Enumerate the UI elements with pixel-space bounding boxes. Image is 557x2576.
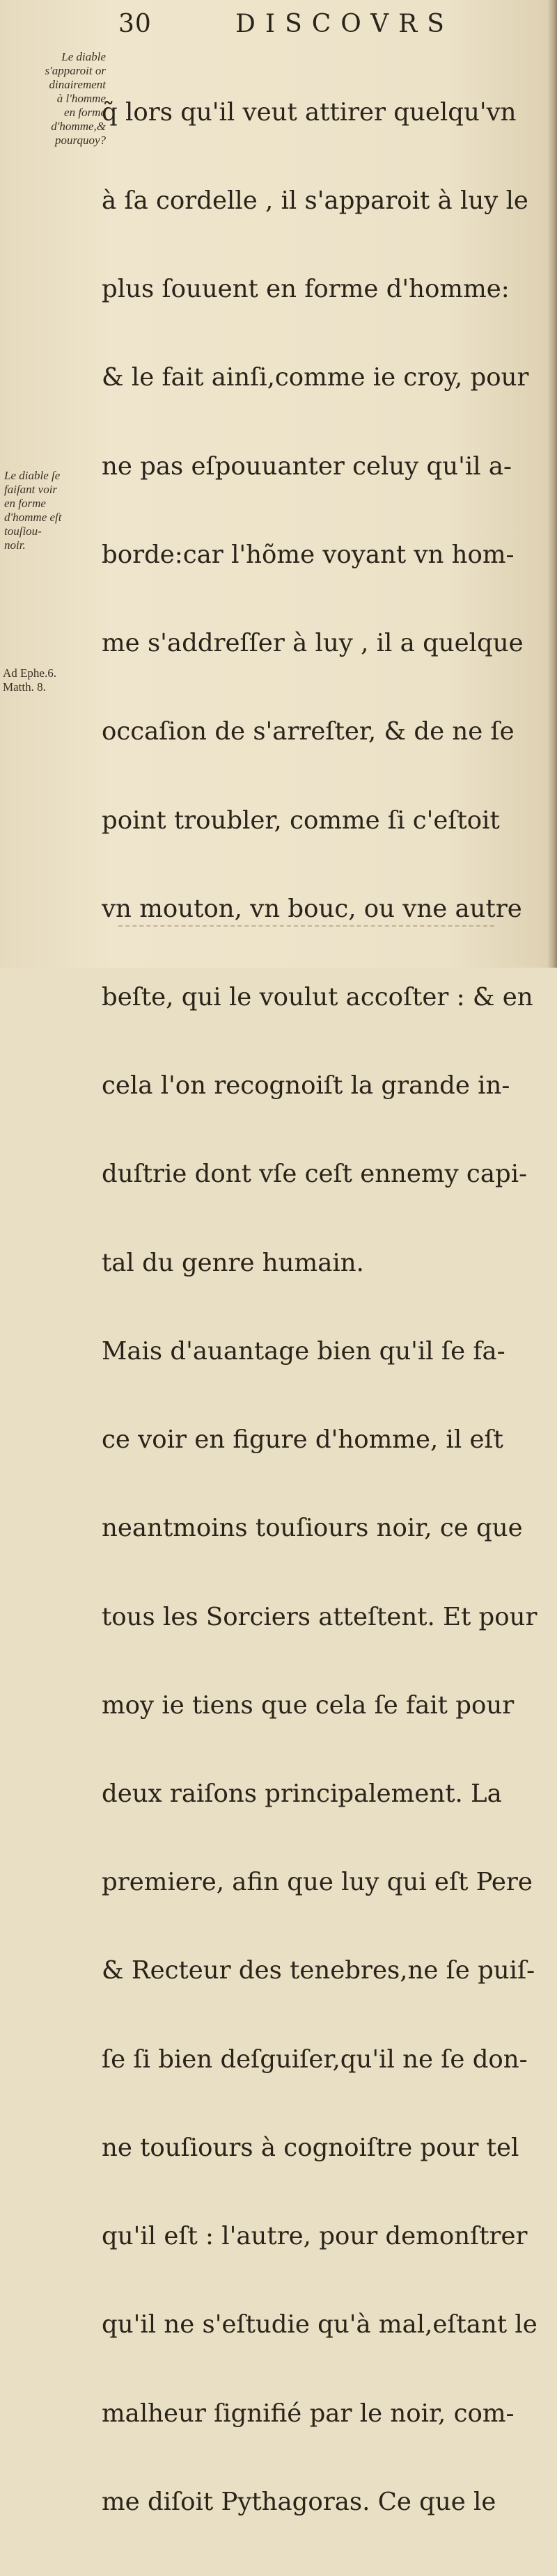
text-line: q̃ lors qu'il veut attirer quelqu'vn <box>102 97 517 127</box>
margin-note-citation: Ad Ephe.6. Matth. 8. <box>3 666 56 694</box>
margin-note-devil-appears: Le diable s'apparoit or dinairement à l'homme en forme d'homme,& pourquoy? <box>45 50 106 147</box>
text-line: me s'addreſſer à luy , il a quelque <box>102 629 524 658</box>
text-line: duſtrie dont vſe ceſt ennemy capi- <box>102 1160 528 1189</box>
text-line: borde:car l'hõme voyant vn hom- <box>102 540 515 569</box>
text-line: malheur ſignifié par le noir, com- <box>102 2399 515 2428</box>
main-text-block <box>102 39 538 2576</box>
text-line: cela l'on recognoiſt la grande in- <box>102 1071 510 1101</box>
text-line: point troubler, comme ſi c'eſtoit <box>102 806 500 835</box>
text-line: moy ie tiens que cela ſe fait pour <box>102 1690 515 1720</box>
text-line: & le fait ainſi,comme ie croy, pour <box>102 363 529 392</box>
text-line: occaſion de s'arreſter, & de ne ſe <box>102 717 515 746</box>
text-line: qu'il ne s'eſtudie qu'à mal,eſtant le <box>102 2310 538 2339</box>
page-number: 30 <box>118 10 152 38</box>
text-line: ne pas eſpouuanter celuy qu'il a- <box>102 451 512 481</box>
page-header <box>118 10 454 40</box>
text-line: beſte, qui le voulut accoſter : & en <box>102 983 533 1011</box>
text-line: tous les Sorciers atteſtent. Et pour <box>102 1602 538 1631</box>
page-edge-shadow <box>547 0 557 968</box>
text-line: ne touſiours à cognoiſtre pour tel <box>102 2133 519 2162</box>
text-line: premiere, afin que luy qui eſt Pere <box>102 1868 533 1897</box>
text-line: à ſa cordelle , il s'apparoit à luy le <box>102 186 528 216</box>
text-line: plus ſouuent en forme d'homme: <box>102 275 510 304</box>
running-title: DISCOVRS <box>235 10 454 38</box>
text-line: ce voir en figure d'homme, il eſt <box>102 1425 503 1455</box>
text-line: ſe ſi bien deſguiſer,qu'il ne ſe don- <box>102 2045 528 2074</box>
text-line: & Recteur des tenebres,ne ſe puiſ- <box>102 1956 535 1985</box>
margin-note-devil-black: Le diable ſe faiſant voir en forme d'homme eſt touſiou- noir. <box>4 469 62 552</box>
text-line: Mais d'auantage bien qu'il ſe fa- <box>102 1336 505 1366</box>
text-line: qu'il eſt : l'autre, pour demonſtrer <box>102 2222 528 2251</box>
text-line: tal du genre humain. <box>102 1248 364 1277</box>
text-line: me diſoit Pythagoras. Ce que le <box>102 2487 496 2516</box>
text-line: deux raiſons principalement. La <box>102 1779 502 1808</box>
bottom-rule <box>118 925 494 928</box>
text-line: neantmoins touſiours noir, ce que <box>102 1514 523 1543</box>
text-line: vn mouton, vn bouc, ou vne autre <box>102 894 522 923</box>
